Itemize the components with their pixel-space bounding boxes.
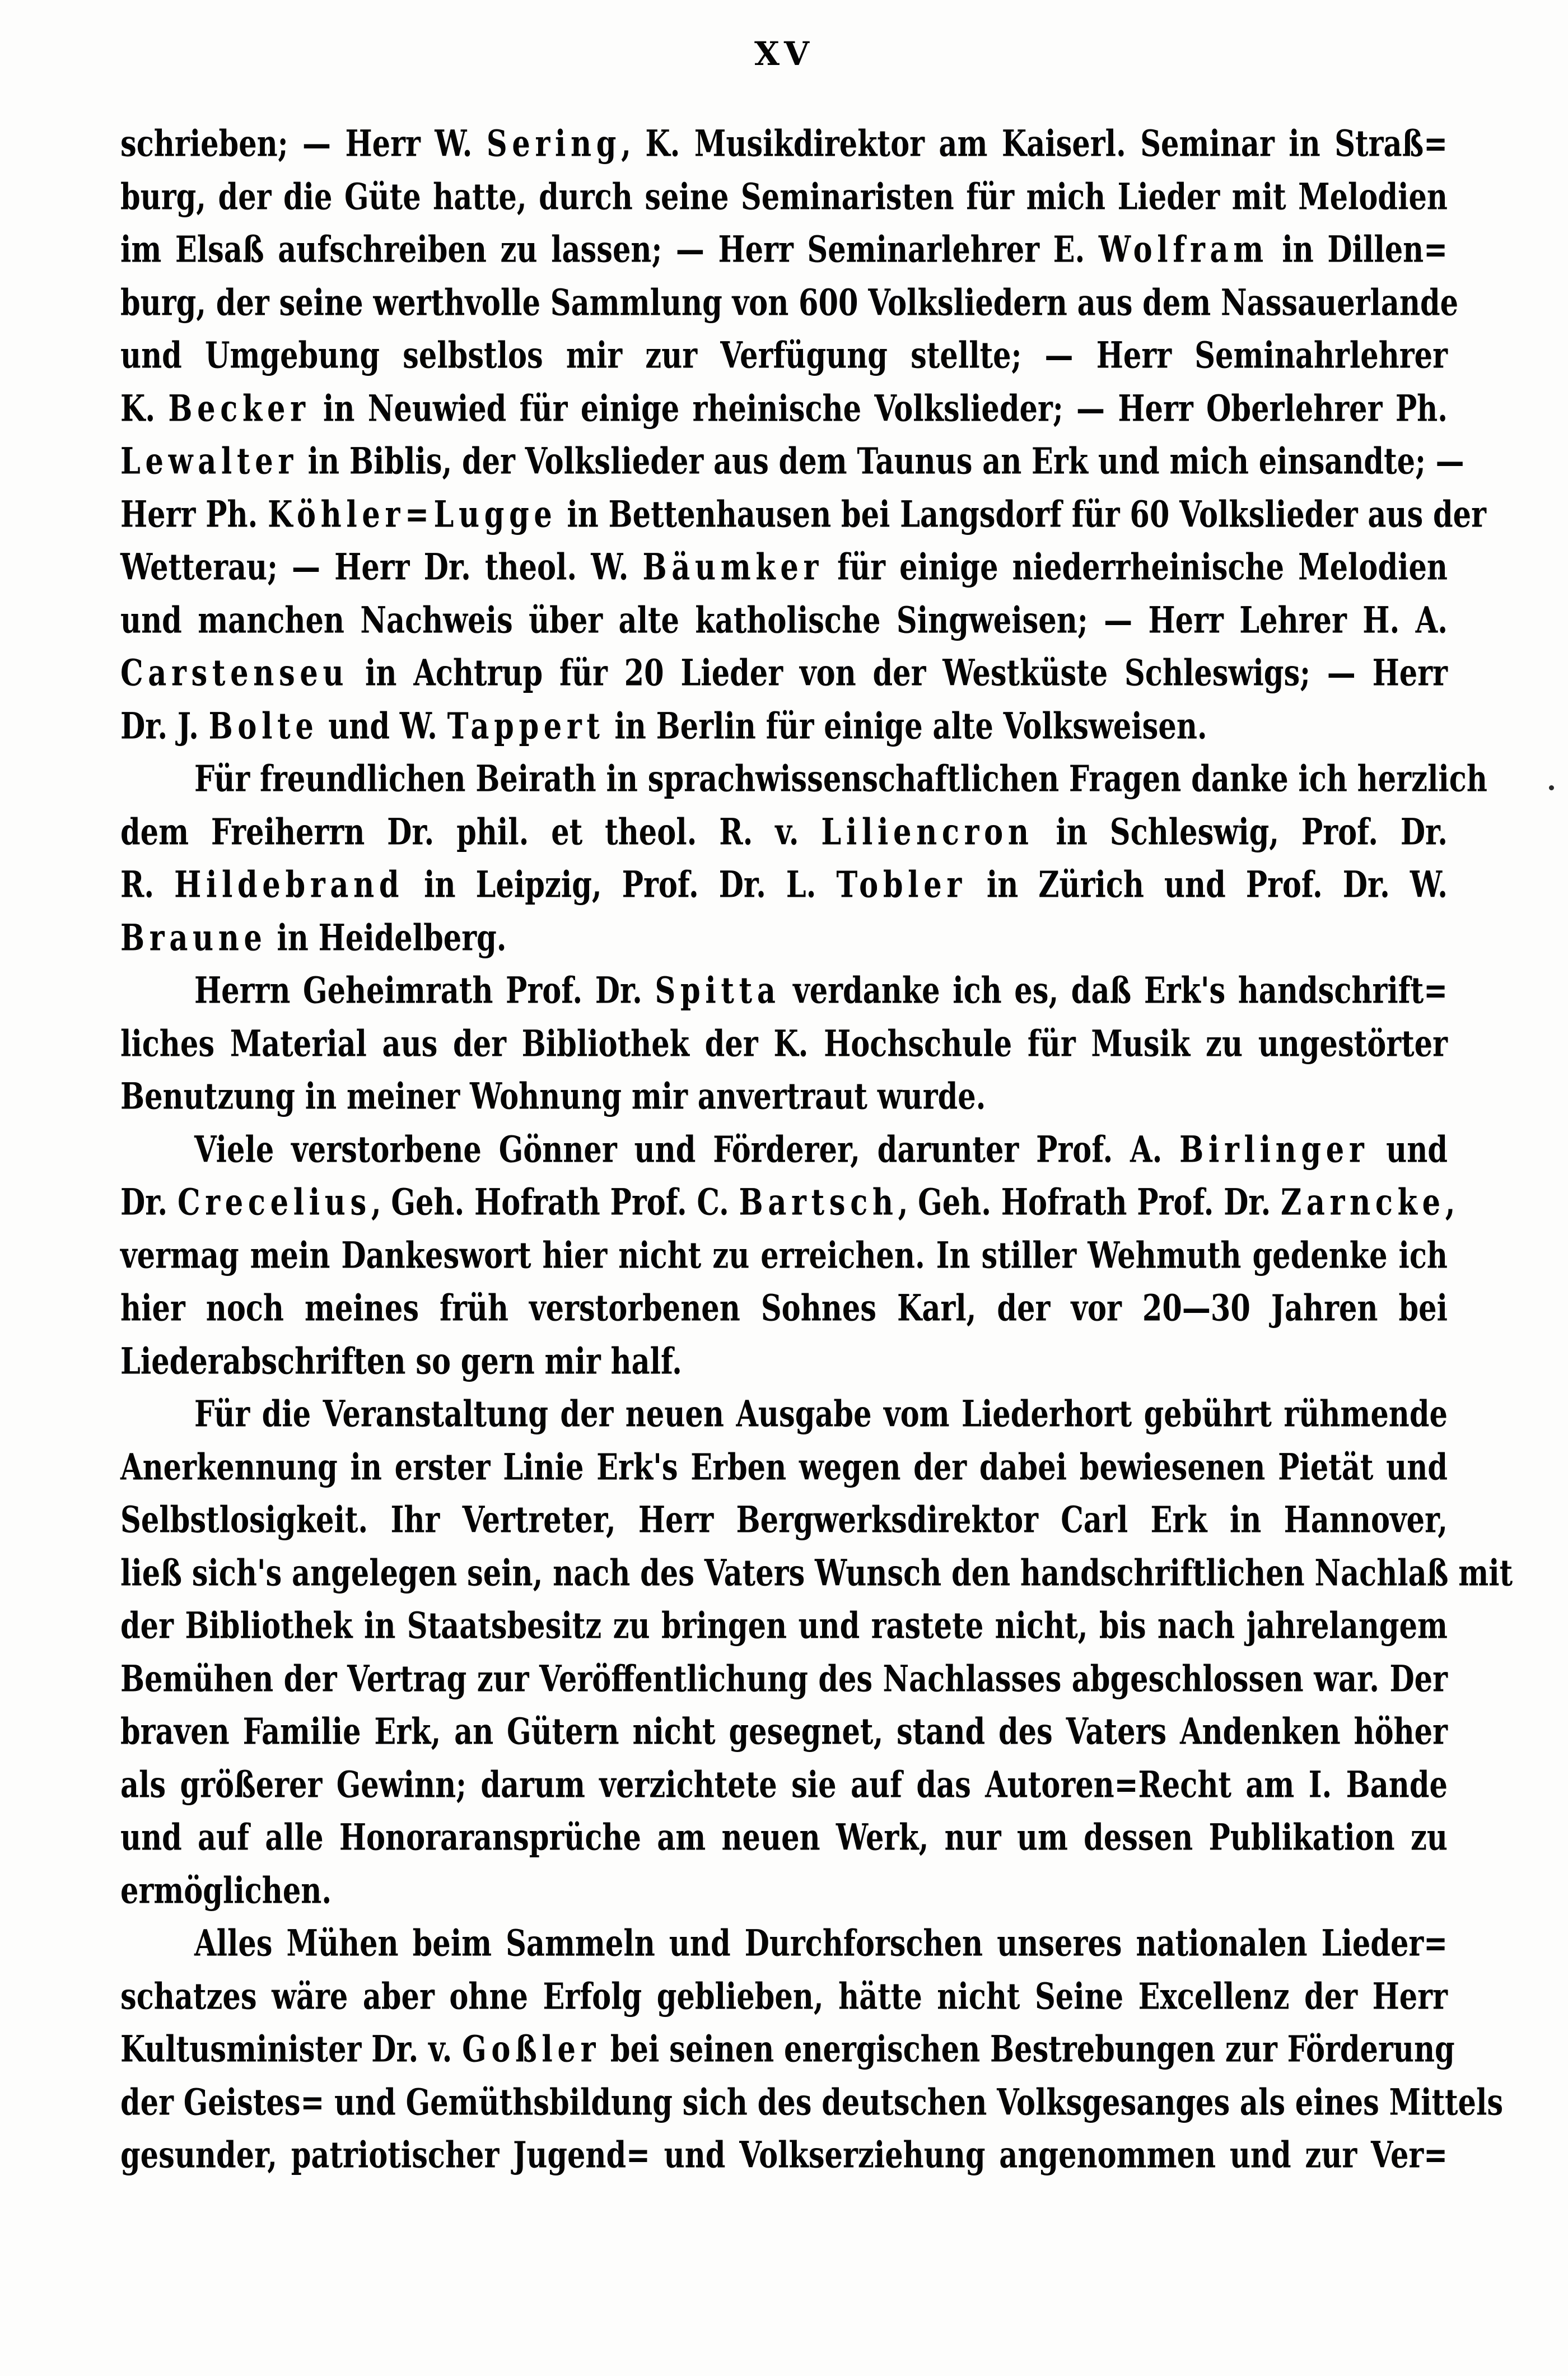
text-segment: burg, der seine werthvolle Sammlung von 600 Volksliedern aus dem Nassauerlande bbox=[120, 281, 1459, 324]
text-segment: Liederabschriften so gern mir half. bbox=[120, 1340, 682, 1383]
paragraph bbox=[120, 1124, 1455, 1389]
text-segment: in Biblis, der Volkslieder aus dem Taunus an Erk und mich einsandte; — bbox=[297, 440, 1464, 483]
paragraph bbox=[120, 118, 1486, 753]
person-name: Carstenseu bbox=[120, 652, 349, 695]
text-segment: ließ sich's angelegen sein, nach des Vaters Wunsch den handschriftlichen Nachlaß mit bbox=[120, 1552, 1513, 1595]
text-segment: K. bbox=[120, 387, 169, 430]
text-segment: in Dillen= bbox=[1268, 229, 1448, 271]
text-segment: ermöglichen. bbox=[120, 1869, 332, 1912]
text-segment: , Geh. Hofrath Prof. Dr. bbox=[898, 1181, 1281, 1224]
text-segment: schatzes wäre aber ohne Erfolg geblieben, hätte nicht Seine Excellenz der Herr bbox=[120, 1975, 1448, 2018]
person-name: Hildebrand bbox=[174, 864, 404, 906]
paragraph bbox=[120, 753, 1487, 965]
paragraph bbox=[120, 965, 1448, 1124]
text-segment: Anerkennung in erster Linie Erk's Erben wegen der dabei bewiesenen Pietät und bbox=[120, 1446, 1448, 1489]
text-segment: dem Freiherrn Dr. phil. et theol. R. v. bbox=[120, 810, 822, 854]
text-segment: gesunder, patriotischer Jugend= und Volkserziehung angenommen und zur Ver= bbox=[120, 2134, 1448, 2177]
person-name: Tobler bbox=[836, 864, 967, 906]
person-name: Braune bbox=[120, 916, 267, 959]
paragraph bbox=[120, 1388, 1513, 1917]
text-segment: in Heidelberg. bbox=[267, 916, 507, 959]
text-segment: bei seinen energischen Bestrebungen zur Förderung bbox=[600, 2028, 1455, 2071]
text-segment: Bemühen der Vertrag zur Veröffentlichung des Nachlasses abgeschlossen war. Der bbox=[120, 1657, 1448, 1701]
text-segment: und bbox=[1369, 1128, 1448, 1171]
text-segment: hier noch meines früh verstorbenen Sohnes Karl, der vor 20—30 Jahren bei bbox=[120, 1287, 1448, 1330]
text-segment: und manchen Nachweis über alte katholische Singweisen; — Herr Lehrer H. A. bbox=[120, 599, 1448, 642]
person-name: Liliencron bbox=[821, 810, 1034, 854]
text-segment: , bbox=[1445, 1181, 1455, 1224]
text-segment: und auf alle Honoraransprüche am neuen Werk, nur um dessen Publikation zu bbox=[120, 1816, 1448, 1859]
text-segment: der Bibliothek in Staatsbesitz zu bringen und rastete nicht, bis nach jahrelangem bbox=[120, 1605, 1448, 1647]
text-segment: und W. bbox=[318, 705, 447, 748]
text-segment: Dr. J. bbox=[120, 705, 209, 748]
text-segment: Viele verstorbene Gönner und Förderer, darunter Prof. A. bbox=[194, 1128, 1180, 1171]
person-name: Birlinger bbox=[1179, 1128, 1369, 1171]
text-segment: in Achtrup für 20 Lieder von der Westküste Schleswigs; — Herr bbox=[348, 652, 1448, 695]
text-segment: in Zürich und Prof. Dr. W. bbox=[966, 864, 1448, 906]
text-block bbox=[120, 118, 1513, 2182]
text-segment: burg, der die Güte hatte, durch seine Seminaristen für mich Lieder mit Melodien bbox=[120, 175, 1448, 218]
text-line bbox=[120, 2122, 1448, 2189]
text-segment: , Geh. Hofrath Prof. C. bbox=[371, 1181, 739, 1224]
text-segment: im Elsaß aufschreiben zu lassen; — Herr Seminarlehrer E. bbox=[120, 229, 1099, 271]
text-segment: Für freundlichen Beirath in sprachwissenschaftlichen Fragen danke ich herzlich bbox=[194, 758, 1487, 800]
person-name: Wolfram bbox=[1098, 229, 1268, 271]
text-segment: der Geistes= und Gemüthsbildung sich des deutschen Volksgesanges als eines Mittels bbox=[120, 2081, 1504, 2124]
person-name: Goßler bbox=[462, 2028, 601, 2071]
text-segment: Für die Veranstaltung der neuen Ausgabe vom Liederhort gebührt rühmende bbox=[194, 1393, 1448, 1436]
text-segment: Alles Mühen beim Sammeln und Durchforschen unseres nationalen Lieder= bbox=[194, 1922, 1448, 1965]
text-segment: in Bettenhausen bei Langsdorf für 60 Volkslieder aus der bbox=[557, 493, 1486, 536]
person-name: Bolte bbox=[208, 705, 319, 748]
person-name: Bartsch bbox=[739, 1181, 898, 1224]
person-name: Crecelius bbox=[177, 1181, 371, 1224]
text-segment: Dr. bbox=[120, 1181, 178, 1224]
person-name: Becker bbox=[168, 387, 310, 430]
text-segment: Selbstlosigkeit. Ihr Vertreter, Herr Bergwerksdirektor Carl Erk in Hannover, bbox=[120, 1499, 1448, 1541]
person-name: Tappert bbox=[447, 705, 605, 748]
text-segment: R. bbox=[120, 864, 175, 906]
paragraph bbox=[120, 1917, 1504, 2182]
text-segment: in Schleswig, Prof. Dr. bbox=[1033, 810, 1448, 854]
text-segment: liches Material aus der Bibliothek der K. Hochschule für Musik zu ungestörter bbox=[120, 1022, 1448, 1065]
text-segment: Wetterau; — Herr Dr. theol. W. bbox=[120, 546, 643, 589]
text-segment: , K. Musikdirektor am Kaiserl. Seminar in Straß= bbox=[621, 123, 1448, 165]
text-segment: Herrn Geheimrath Prof. Dr. bbox=[194, 970, 655, 1012]
text-segment: in Leipzig, Prof. Dr. L. bbox=[404, 864, 837, 906]
text-segment: Kultusminister Dr. v. bbox=[120, 2028, 463, 2071]
text-segment: braven Familie Erk, an Gütern nicht gesegnet, stand des Vaters Andenken höher bbox=[120, 1711, 1448, 1753]
person-name: Bäumker bbox=[642, 546, 824, 589]
person-name: Lewalter bbox=[120, 440, 298, 483]
text-segment: und Umgebung selbstlos mir zur Verfügung stellte; — Herr Seminahrlehrer bbox=[120, 334, 1448, 377]
text-segment: vermag mein Dankeswort hier nicht zu erreichen. In stiller Wehmuth gedenke ich bbox=[120, 1234, 1448, 1277]
text-segment: Herr Ph. bbox=[120, 493, 268, 536]
text-segment: als größerer Gewinn; darum verzichtete sie auf das Autoren=Recht am I. Bande bbox=[120, 1763, 1448, 1806]
text-segment: in Neuwied für einige rheinische Volkslieder; — Herr Oberlehrer Ph. bbox=[310, 387, 1448, 430]
text-segment: verdanke ich es, daß Erk's handschrift= bbox=[780, 970, 1448, 1012]
text-segment: schrieben; — Herr W. bbox=[120, 123, 487, 165]
person-name: Köhler=Lugge bbox=[268, 493, 557, 536]
text-segment: Benutzung in meiner Wohnung mir anvertraut wurde. bbox=[120, 1075, 986, 1118]
page-number: XV bbox=[754, 35, 814, 73]
person-name: Spitta bbox=[655, 970, 781, 1012]
person-name: Zarncke bbox=[1281, 1181, 1445, 1224]
text-segment: in Berlin für einige alte Volksweisen. bbox=[604, 705, 1207, 748]
scan-speck bbox=[1549, 785, 1554, 790]
person-name: Sering bbox=[486, 123, 622, 165]
text-segment: für einige niederrheinische Melodien bbox=[823, 546, 1448, 589]
